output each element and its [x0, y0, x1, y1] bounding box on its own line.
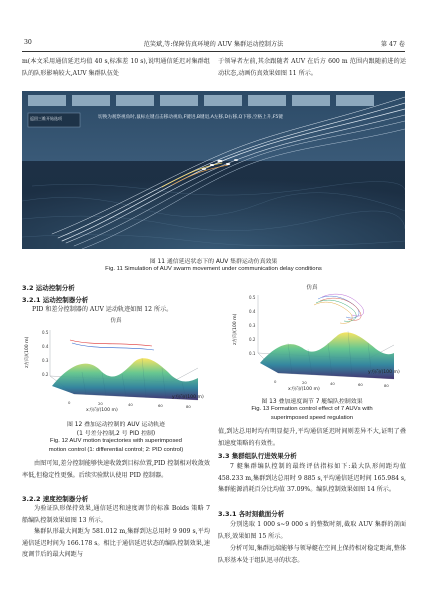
figure-13-title: 仿真 [306, 285, 318, 291]
figure-11-simulation [22, 91, 405, 249]
paragraph-conclusion: 分析可知,集群远端能够与领导艇在空间上保持相对稳定距离,整体队形基本处于组队迅寻的状态。 [218, 545, 406, 564]
sim-button-7[interactable] [292, 95, 330, 106]
paragraph-formation-metrics: 7 艇集群编队控制的最终评估指标如下:最大队形间距均值 458.233 m,集群到达总用时 9 885 s,平均通信延迟时间 165.984 s,集群能源消耗百分比均值 37.09%。编队控制效果如图 14 所示。 [218, 463, 406, 494]
right-top-paragraph: 于领导者左前,其余跟随者 AUV 在后方 600 m 范围内跟随前进的运动状态,动画仿真效果如图 11 所示。 [218, 58, 406, 77]
sim-button-3[interactable] [116, 95, 154, 106]
figure-12-z-axis-label: z方向/(100 m) [25, 336, 30, 368]
svg-text:0: 0 [68, 400, 71, 405]
figure-12-title: 仿真 [110, 318, 122, 324]
figure-12-x-axis-label: x方向/(100 m) [86, 408, 118, 413]
svg-text:0.2: 0.2 [42, 372, 49, 377]
running-title: 范笑斌,等:保障仿真环境的 AUV 集群运动控制方法 [143, 41, 284, 48]
svg-text:0.5: 0.5 [42, 330, 49, 335]
paragraph-controller-analysis: 由图可知,差分控制能够快速收敛到目标位置,PID 控制相对收敛效率低,但稳定性更强。后续实验默认使用 PID 控制器。 [22, 460, 210, 479]
sim-button-2[interactable] [72, 95, 110, 106]
section-3-2-2-heading: 3.2.2 速度控制器分析 [22, 495, 89, 503]
sim-button-1[interactable] [28, 95, 66, 106]
svg-text:0.2: 0.2 [249, 337, 256, 342]
svg-text:80: 80 [186, 404, 191, 409]
figure-13-y-axis-label: y方向/(100 m) [368, 370, 400, 375]
svg-text:0.4: 0.4 [249, 309, 256, 314]
section-3-3-1-heading: 3.3.1 各时刻截面分析 [218, 510, 285, 518]
paragraph-speed-controller: 为验证队形保持效果,通信延迟和速度调节的标准 Boids 策略 7 船编队控制效果如图 13 所示。 [22, 505, 210, 524]
figure-13-z-axis-label: z方向/(100 m) [233, 313, 238, 345]
svg-text:60: 60 [158, 403, 163, 408]
figure-13-caption-en-2: superimposed speed regulation [270, 415, 354, 421]
section-3-2-1-heading: 3.2.1 运动控制器分析 [22, 296, 89, 304]
sim-status-text: 切换为观察视角时,鼠标左键点击移动视角,F键进,B键退,A左移,D右移,Q下移,空格上升,F5键 [98, 115, 283, 120]
figure-13-surface [218, 283, 406, 393]
section-3-3-heading: 3.3 集群组队行进效果分析 [218, 452, 297, 460]
figure-13-plot [218, 283, 406, 393]
svg-text:40: 40 [330, 381, 335, 386]
figure-13-caption-en-1: Fig. 13 Formation control effect of 7 AUVs with [251, 406, 373, 412]
paragraph-regulation-result: 值,到达总用时均有明显提升,平均通信延迟时间则差异不大,证明了叠加速度策略的有效性。 [218, 428, 406, 447]
sim-button-8[interactable] [336, 95, 374, 106]
sim-return-label[interactable]: 返回三维开始选项 [30, 116, 62, 121]
figure-12-caption-en-1: Fig. 12 AUV motion trajectories with superimposed [50, 438, 182, 444]
svg-text:0.4: 0.4 [42, 344, 49, 349]
svg-text:0: 0 [274, 379, 277, 384]
sim-button-4[interactable] [160, 95, 198, 106]
svg-text:0.3: 0.3 [249, 323, 256, 328]
figure-12-y-axis-label: y方向/(100 m) [172, 395, 204, 400]
figure-12-plot [22, 316, 210, 414]
paragraph-pid-intro: PID 和差分控制器的 AUV 运动轨迹如图 12 所示。 [32, 306, 173, 313]
svg-text:0.1: 0.1 [249, 351, 256, 356]
svg-text:20: 20 [98, 401, 103, 406]
header-rule [22, 51, 405, 52]
svg-text:20: 20 [302, 380, 307, 385]
left-top-paragraph: m(本文采用通信延迟均值 40 s,标准差 10 s),说明通信延迟对集群组队的队形影响较大,AUV 集群队伍处 [22, 58, 210, 77]
figure-13-caption-cn: 图 13 叠加速度调节 7 艇编队控制效果 [261, 399, 363, 405]
figure-11-caption-cn: 图 11 通信延迟状态下的 AUV 集群运动仿真效果 [149, 259, 278, 265]
figure-12-caption-en-2: motion control (1: differential control; 2: PID control) [48, 447, 184, 453]
svg-text:40: 40 [128, 402, 133, 407]
figure-12-caption-cn-1: 图 12 叠加运动控制的 AUV 运动轨迹 [66, 422, 166, 428]
sim-button-5[interactable] [204, 95, 242, 106]
paragraph-no-regulation: 集群队形最大间距为 581.012 m,集群到达总用时 9 909 s,平均通信延迟时间为 166.178 s。相比于通信延迟状态的编队控制效果,速度调节后的最大间距与 [22, 528, 210, 559]
section-3-2-heading: 3.2 运动控制分析 [22, 284, 75, 292]
volume-label: 第 47 卷 [380, 41, 405, 48]
svg-text:0.3: 0.3 [42, 358, 49, 363]
page-number: 30 [24, 39, 32, 46]
sim-button-6[interactable] [248, 95, 286, 106]
figure-12-caption-cn-2: (1 号差分控制,2 号 PID 控制) [76, 431, 156, 437]
figure-13-x-axis-label: x方向/(100 m) [288, 387, 320, 392]
paragraph-cross-section: 分别选取 1 000 s~9 000 s 的整数时刻,截取 AUV 集群的剖面队形,效果如图 15 所示。 [218, 521, 406, 540]
svg-text:80: 80 [384, 383, 389, 388]
svg-text:60: 60 [358, 382, 363, 387]
figure-11-caption-en: Fig. 11 Simulation of AUV swarm movement under communication delay conditions [105, 266, 322, 272]
svg-text:0.5: 0.5 [249, 295, 256, 300]
